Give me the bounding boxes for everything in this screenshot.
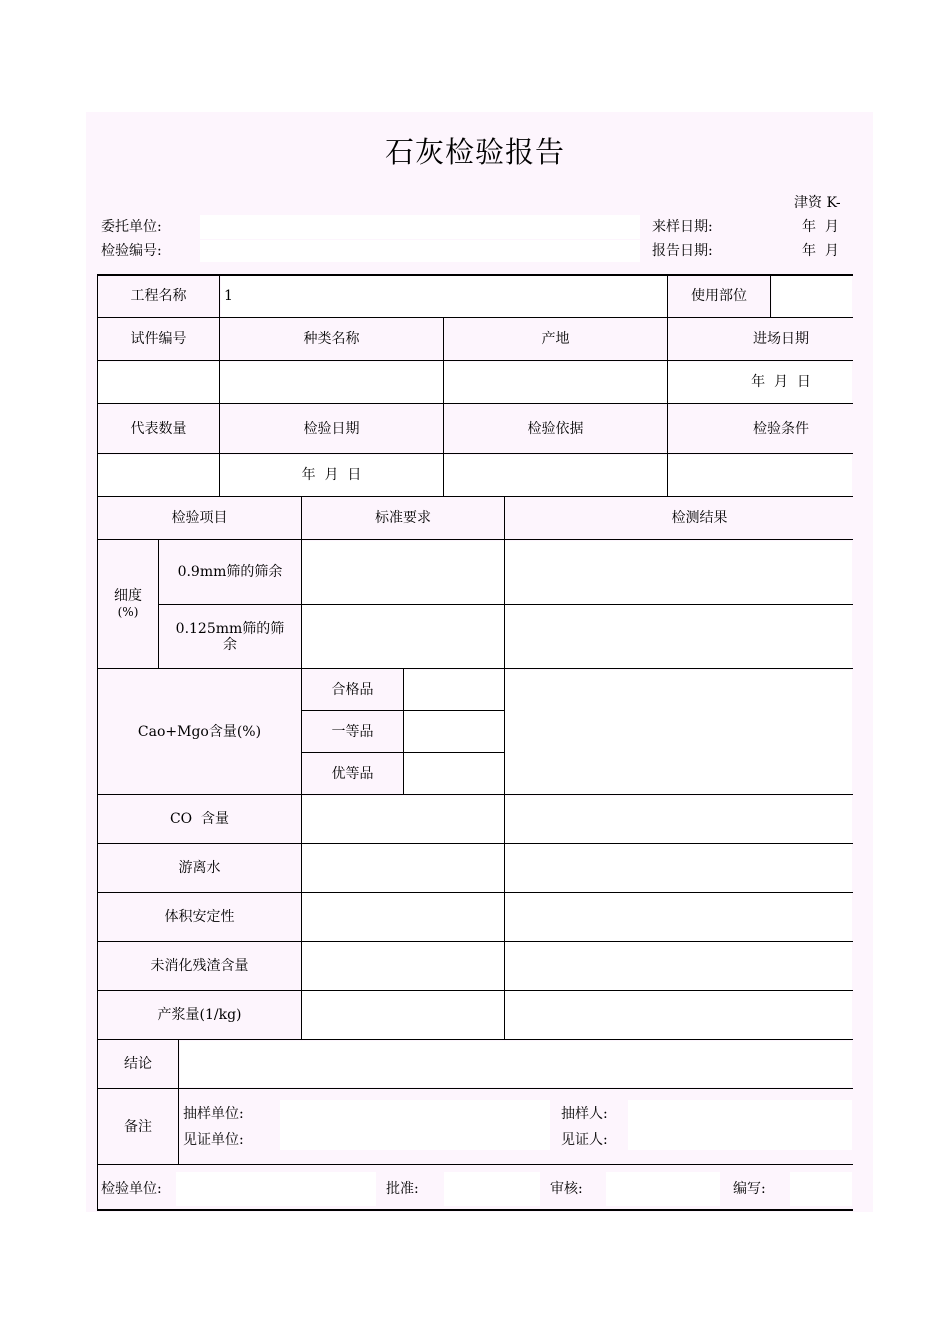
compile-label: 编写: <box>733 1181 766 1197</box>
project-name-field[interactable] <box>221 276 667 317</box>
use-location-field[interactable] <box>772 276 852 317</box>
report-date-value: 年 月 <box>802 243 839 259</box>
origin-value <box>444 361 667 403</box>
project-name-label: 工程名称 <box>130 288 187 304</box>
specimen-no-label: 试件编号 <box>130 331 187 347</box>
doc-code: 津资 K- <box>794 195 841 211</box>
free-water-label: 游离水 <box>178 860 221 876</box>
basis-label: 检验依据 <box>527 420 584 437</box>
conclusion-label: 结论 <box>124 1056 152 1072</box>
other-item-values <box>302 796 852 1039</box>
review-field[interactable] <box>606 1172 720 1206</box>
fineness-09-label: 0.9mm筛的筛余 <box>177 564 283 580</box>
remarks-person-fields[interactable] <box>628 1100 852 1150</box>
conclusion-field[interactable] <box>180 1041 852 1087</box>
quantity-label: 代表数量 <box>130 420 187 437</box>
fineness-label <box>98 540 158 668</box>
approve-field[interactable] <box>444 1172 540 1206</box>
test-date-label: 检验日期 <box>303 420 360 437</box>
type-value <box>220 361 443 403</box>
sample-date-label: 来样日期: <box>652 219 713 235</box>
col-standard-header: 标准要求 <box>375 510 431 526</box>
compile-field[interactable] <box>790 1172 852 1206</box>
fineness-0125-label: 0.125mm筛的筛余 <box>175 620 285 653</box>
condition-value <box>668 454 853 496</box>
client-label: 委托单位: <box>101 219 162 235</box>
sample-date-value: 年 月 <box>802 219 839 235</box>
fineness-values <box>302 541 852 669</box>
page-title: 石灰检验报告 <box>384 135 565 169</box>
col-item-header: 检验项目 <box>171 510 228 526</box>
origin-label: 产地 <box>541 331 570 347</box>
entry-date-value: 年 月 日 <box>751 374 811 390</box>
report-date-label: 报告日期: <box>652 243 713 259</box>
cao-mgo-label: Cao+Mgo含量(%) <box>137 723 262 740</box>
test-unit-field[interactable] <box>176 1172 376 1206</box>
cao-values <box>404 670 852 794</box>
test-unit-label: 检验单位: <box>101 1181 162 1197</box>
grade-premium: 优等品 <box>331 765 374 782</box>
test-no-label: 检验编号: <box>101 243 162 259</box>
slurry-label: 产浆量(1/kg) <box>157 1007 242 1023</box>
residue-label: 未消化残渣含量 <box>150 958 249 974</box>
basis-value <box>444 454 667 496</box>
specimen-no-value <box>98 361 219 403</box>
project-name-value: 1 <box>224 288 233 304</box>
entry-date-label: 进场日期 <box>753 331 809 347</box>
client-field[interactable] <box>200 215 640 239</box>
soundness-label: 体积安定性 <box>164 909 235 925</box>
grade-first: 一等品 <box>331 723 374 740</box>
co2-label: CO 含量 <box>169 811 230 827</box>
sampler-label: 抽样人: <box>561 1106 608 1122</box>
quantity-value <box>98 454 219 496</box>
col-result-header: 检测结果 <box>671 510 728 526</box>
review-label: 审核: <box>550 1181 583 1197</box>
test-no-field[interactable] <box>200 240 640 262</box>
use-location-label: 使用部位 <box>691 288 747 304</box>
fineness-unit: (%) <box>117 605 139 619</box>
witness-label: 见证人: <box>561 1132 608 1148</box>
approve-label: 批准: <box>386 1181 419 1197</box>
test-date-value: 年 月 日 <box>301 467 362 483</box>
type-label: 种类名称 <box>303 331 360 347</box>
fineness-title: 细度 <box>114 588 142 604</box>
condition-label: 检验条件 <box>753 420 809 437</box>
witness-unit-label: 见证单位: <box>183 1132 244 1148</box>
grade-qualified: 合格品 <box>331 681 374 698</box>
remarks-label: 备注 <box>124 1118 152 1135</box>
sampling-unit-label: 抽样单位: <box>183 1106 244 1122</box>
remarks-unit-fields[interactable] <box>280 1100 550 1150</box>
